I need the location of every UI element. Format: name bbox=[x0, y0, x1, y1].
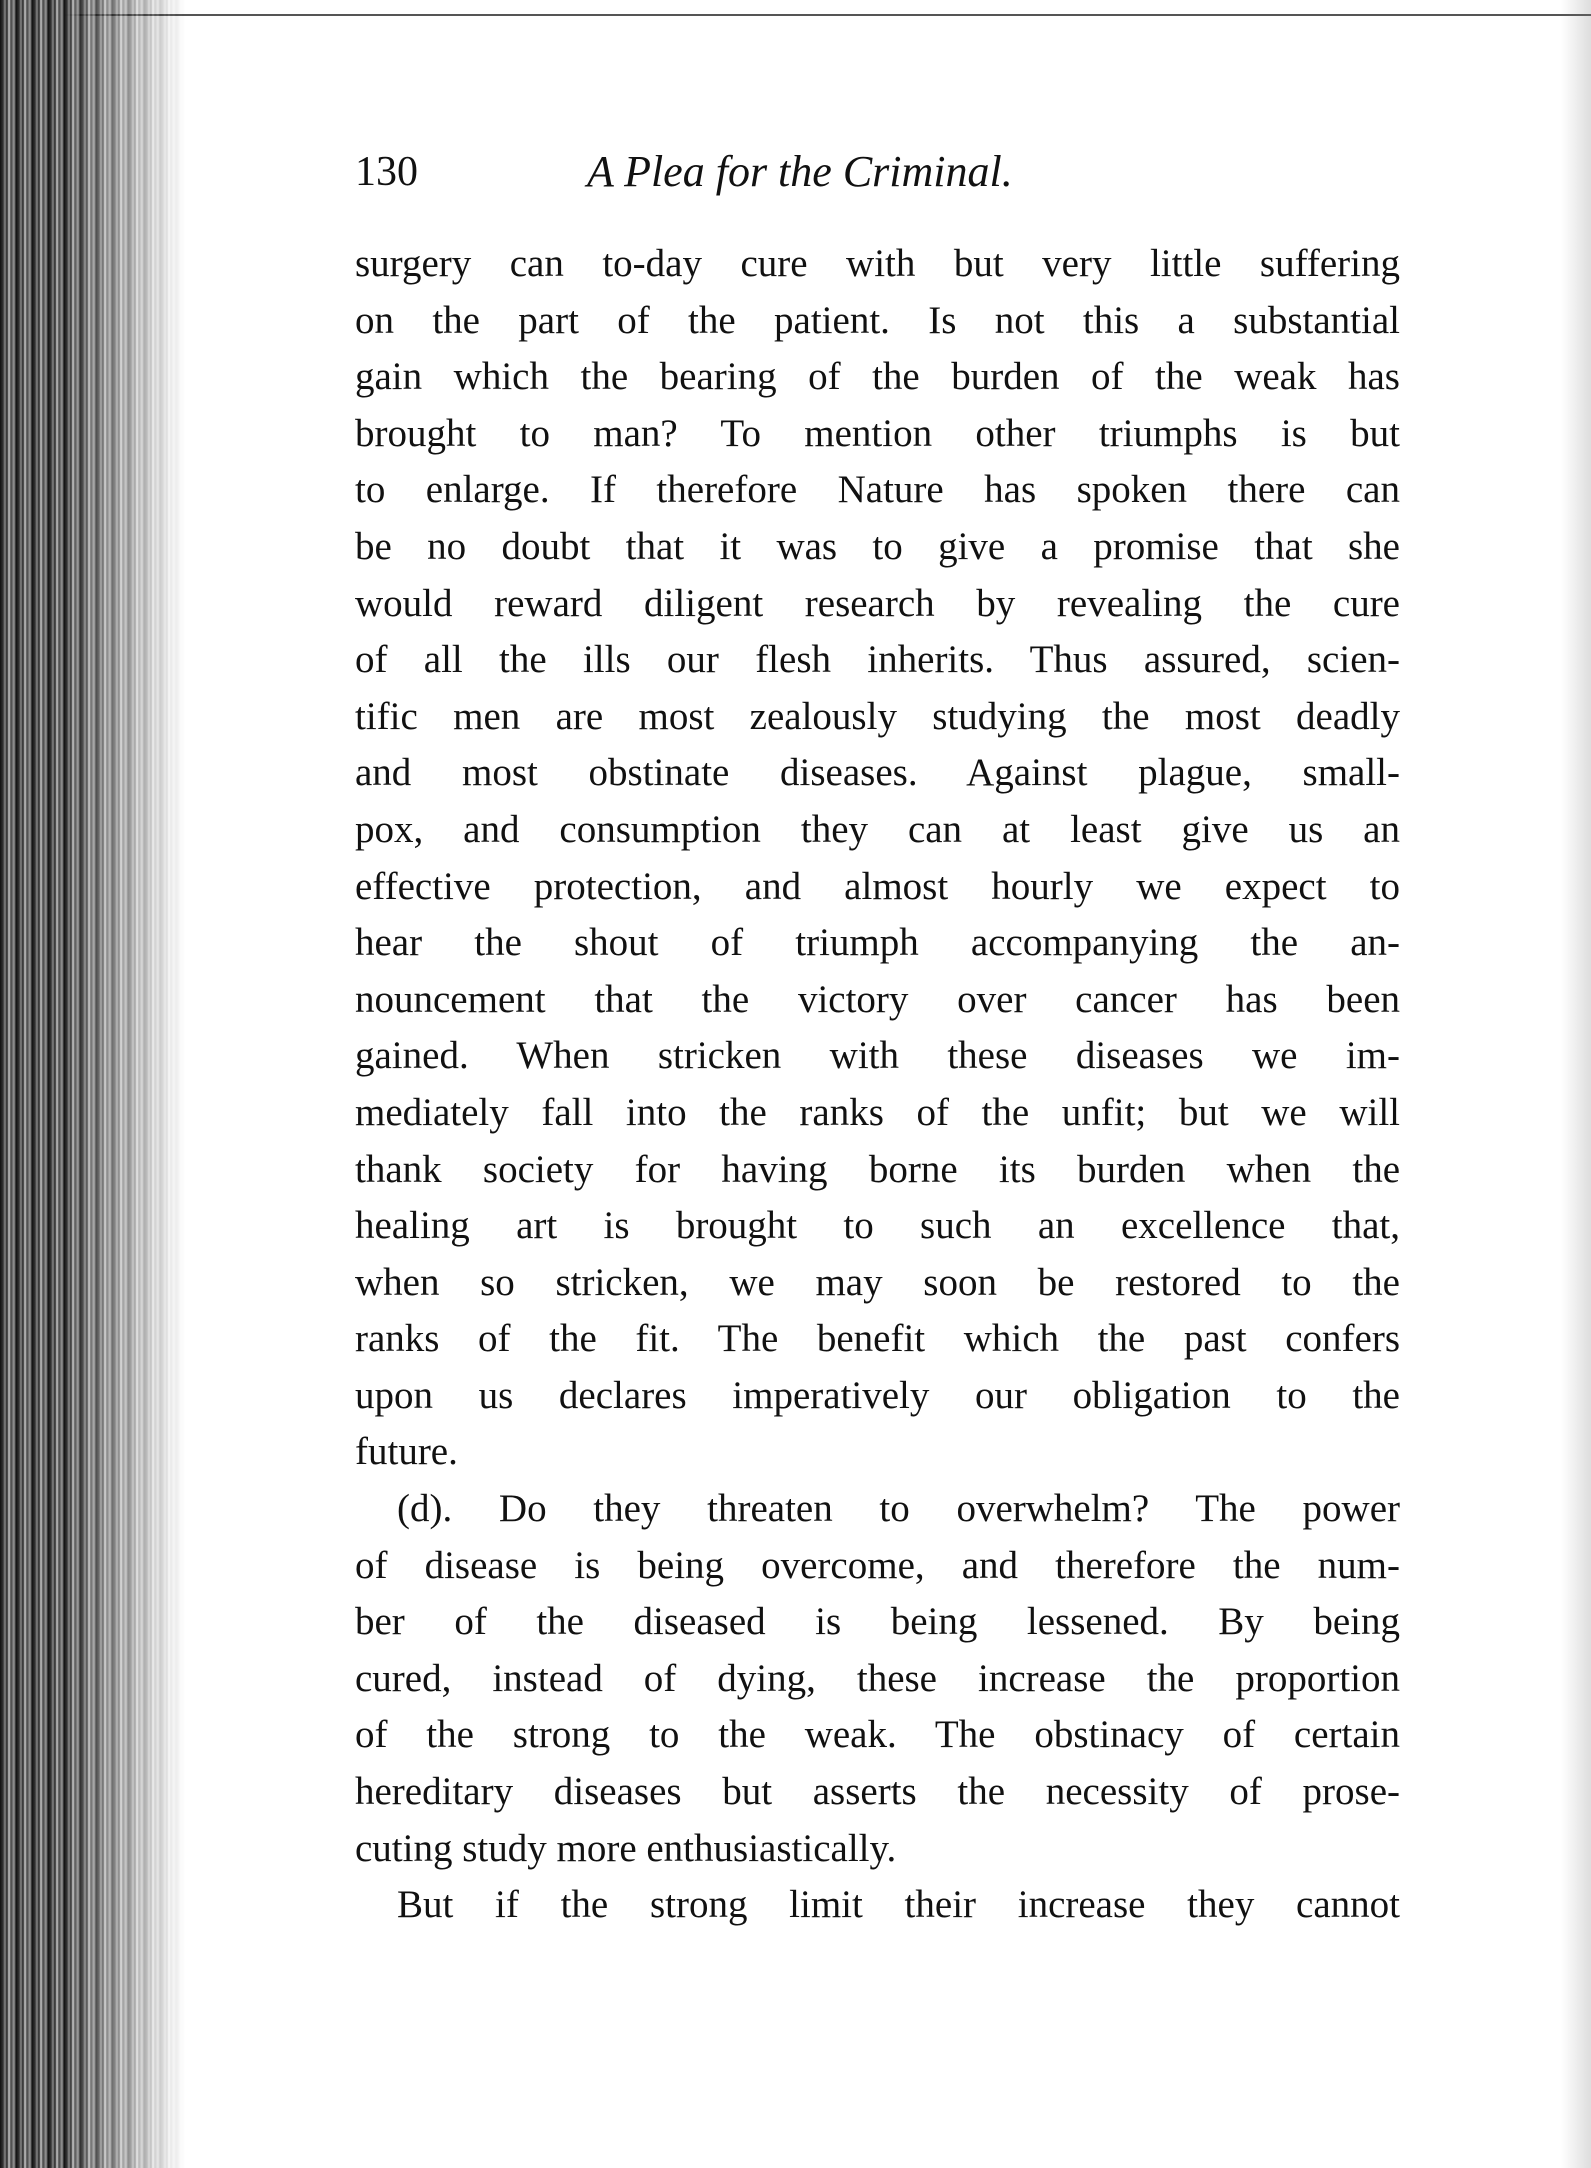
text-line: hereditary diseases but asserts the necessity of prose- bbox=[355, 1770, 1400, 1814]
paragraph bbox=[355, 1481, 1400, 1877]
text-line: cuting study more enthusiastically. bbox=[355, 1826, 897, 1870]
book-binding-shadow bbox=[0, 0, 185, 2168]
text-line: surgery can to-day cure with but very little suffering bbox=[355, 242, 1400, 285]
text-line: pox, and consumption they can at least give us an bbox=[355, 807, 1400, 851]
text-line: ranks of the fit. The benefit which the past confers bbox=[355, 1317, 1400, 1361]
body-text bbox=[355, 236, 1400, 1934]
text-line: would reward diligent research by revealing the cure bbox=[355, 581, 1400, 625]
text-line: brought to man? To mention other triumphs is but bbox=[355, 411, 1400, 455]
text-line: mediately fall into the ranks of the unfit; but we will bbox=[355, 1090, 1400, 1134]
text-line: on the part of the patient. Is not this a substantial bbox=[355, 298, 1400, 342]
text-line: of the strong to the weak. The obstinacy of certain bbox=[355, 1713, 1400, 1757]
text-line: when so stricken, we may soon be restored to the bbox=[355, 1260, 1400, 1304]
text-line: But if the strong limit their increase they cannot bbox=[397, 1883, 1400, 1927]
text-line: cured, instead of dying, these increase the proportion bbox=[355, 1656, 1400, 1700]
page-top-edge bbox=[0, 14, 1591, 16]
text-line: to enlarge. If therefore Nature has spoken there can bbox=[355, 468, 1400, 512]
text-line: ber of the diseased is being lessened. By being bbox=[355, 1600, 1400, 1644]
text-line: of all the ills our flesh inherits. Thus assured, scien- bbox=[355, 638, 1400, 682]
text-line: and most obstinate diseases. Against plague, small- bbox=[355, 751, 1400, 795]
text-line: gain which the bearing of the burden of the weak has bbox=[355, 355, 1400, 399]
text-line: gained. When stricken with these diseases we im- bbox=[355, 1034, 1400, 1078]
page-right-edge bbox=[1561, 0, 1591, 2168]
text-line: tific men are most zealously studying the most deadly bbox=[355, 694, 1400, 738]
text-line: thank society for having borne its burden when the bbox=[355, 1147, 1400, 1191]
text-line: (d). Do they threaten to overwhelm? The power bbox=[397, 1487, 1400, 1531]
running-title: A Plea for the Criminal. bbox=[587, 147, 1013, 196]
text-line: upon us declares imperatively our obligation to the bbox=[355, 1373, 1400, 1417]
paragraph bbox=[355, 1877, 1400, 1934]
text-line: be no doubt that it was to give a promise that she bbox=[355, 524, 1400, 568]
text-line: effective protection, and almost hourly we expect to bbox=[355, 864, 1400, 908]
text-line: nouncement that the victory over cancer has been bbox=[355, 977, 1400, 1021]
paragraph bbox=[355, 236, 1400, 1481]
page-number: 130 bbox=[355, 149, 418, 195]
text-line: future. bbox=[355, 1430, 458, 1474]
text-line: of disease is being overcome, and therefore the num- bbox=[355, 1543, 1400, 1587]
text-line: hear the shout of triumph accompanying the an- bbox=[355, 921, 1400, 965]
text-line: healing art is brought to such an excellence that, bbox=[355, 1204, 1400, 1248]
